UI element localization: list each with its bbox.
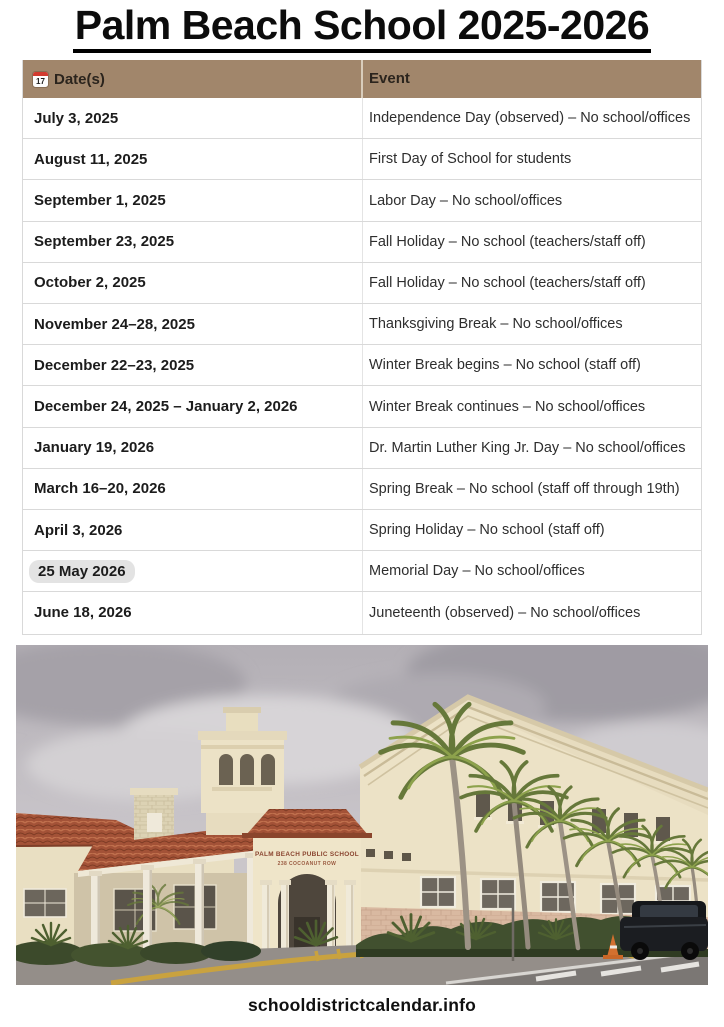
event-text: Labor Day – No school/offices: [369, 192, 563, 209]
event-header-cell: [363, 70, 701, 88]
date-text: December 24, 2025 – January 2, 2026: [34, 398, 298, 415]
date-text: December 22–23, 2025: [34, 356, 195, 374]
table-row: [23, 180, 701, 221]
table-row: [23, 469, 701, 510]
table-row: [23, 510, 701, 551]
event-cell: [363, 563, 701, 579]
page-title: Palm Beach School 2025-2026: [73, 3, 651, 53]
date-cell: [23, 428, 363, 468]
event-cell: [363, 151, 701, 167]
table-row: [23, 98, 701, 139]
table-row: [23, 304, 701, 345]
event-header-label: Event: [369, 70, 410, 88]
event-text: Independence Day (observed) – No school/offices: [369, 110, 691, 127]
event-text: Fall Holiday – No school (teachers/staff off): [369, 274, 646, 291]
date-text: November 24–28, 2025: [34, 315, 195, 333]
date-text: 25 May 2026: [29, 560, 135, 583]
event-text: Juneteenth (observed) – No school/offices: [369, 604, 641, 621]
date-text: September 23, 2025: [34, 233, 175, 251]
table-header: [23, 60, 701, 98]
event-cell: [363, 357, 701, 373]
date-cell: [23, 304, 363, 344]
event-text: Winter Break continues – No school/offices: [369, 398, 646, 415]
event-text: Spring Break – No school (staff off through 19th): [369, 480, 680, 497]
date-cell: [23, 551, 363, 591]
table-body: [23, 98, 701, 633]
date-header-label: Date(s): [54, 70, 105, 88]
event-cell: [363, 605, 701, 621]
table-row: [23, 139, 701, 180]
school-photo: [16, 645, 708, 985]
event-cell: [363, 110, 701, 126]
date-text: October 2, 2025: [34, 274, 146, 292]
date-cell: [23, 180, 363, 220]
event-text: Thanksgiving Break – No school/offices: [369, 316, 623, 333]
event-cell: [363, 440, 701, 456]
building-sign-line2: 238 COCOANUT ROW: [277, 860, 337, 867]
event-cell: [363, 316, 701, 332]
footer-url: schooldistrictcalendar.info: [247, 994, 477, 1015]
date-text: July 3, 2025: [34, 109, 119, 127]
event-text: Memorial Day – No school/offices: [369, 563, 585, 580]
date-cell: [23, 222, 363, 262]
event-text: First Day of School for students: [369, 151, 572, 168]
date-cell: [23, 139, 363, 179]
event-cell: [363, 234, 701, 250]
event-cell: [363, 193, 701, 209]
event-text: Spring Holiday – No school (staff off): [369, 522, 605, 539]
event-text: Fall Holiday – No school (teachers/staff off): [369, 233, 646, 250]
event-cell: [363, 275, 701, 291]
table-row: [23, 592, 701, 633]
table-row: [23, 222, 701, 263]
date-cell: [23, 469, 363, 509]
date-cell: [23, 386, 363, 426]
event-text: Winter Break begins – No school (staff off): [369, 357, 641, 374]
event-cell: [363, 522, 701, 538]
date-cell: [23, 345, 363, 385]
date-text: September 1, 2025: [34, 192, 166, 210]
date-cell: [23, 510, 363, 550]
page-header: [0, 3, 724, 53]
date-text: March 16–20, 2026: [34, 480, 166, 498]
school-photo-illustration: [16, 645, 708, 985]
event-cell: [363, 399, 701, 415]
table-row: [23, 386, 701, 427]
calendar-table: [22, 60, 702, 634]
table-row: [23, 428, 701, 469]
event-cell: [363, 481, 701, 497]
date-header-cell: [23, 60, 363, 98]
date-cell: [23, 98, 363, 138]
event-text: Dr. Martin Luther King Jr. Day – No school/offices: [369, 439, 686, 456]
date-cell: [23, 592, 363, 633]
tower-arch-windows: [219, 754, 275, 785]
building-sign-line1: PALM BEACH PUBLIC SCHOOL: [254, 850, 360, 858]
date-text: April 3, 2026: [34, 521, 123, 539]
table-row: [23, 263, 701, 304]
calendar-icon: 17: [33, 72, 48, 87]
date-text: August 11, 2025: [34, 150, 148, 168]
date-text: January 19, 2026: [34, 439, 155, 457]
date-text: June 18, 2026: [34, 604, 132, 622]
table-row: [23, 345, 701, 386]
date-cell: [23, 263, 363, 303]
entrance-pavilion: [242, 809, 372, 969]
table-row: [23, 551, 701, 592]
